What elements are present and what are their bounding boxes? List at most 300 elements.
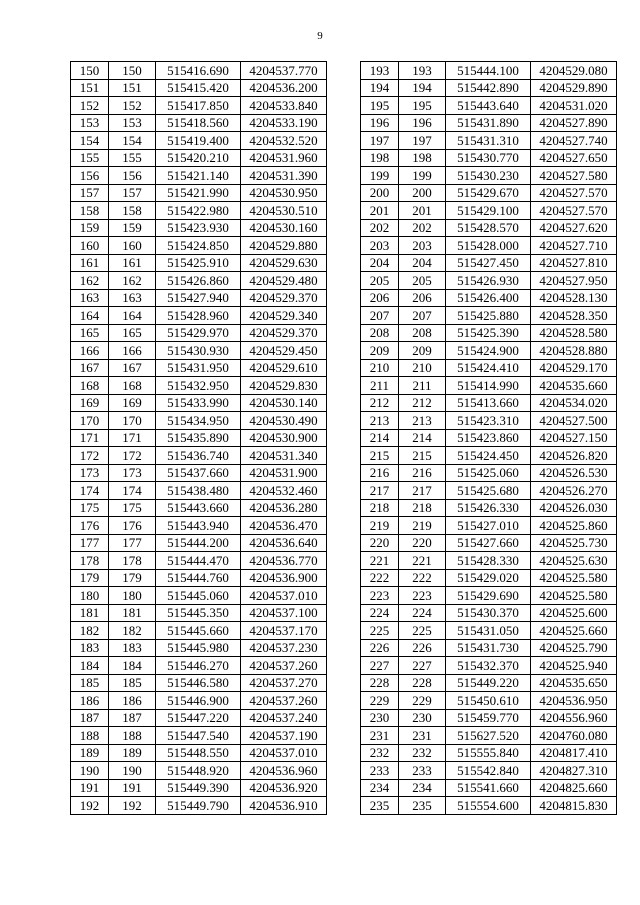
- point-number-cell: 233: [361, 762, 399, 780]
- point-id-cell: 167: [109, 359, 156, 377]
- point-number-cell: 202: [361, 219, 399, 237]
- table-row: [361, 639, 617, 657]
- point-id-cell: 194: [399, 79, 446, 97]
- table-row: [71, 674, 327, 692]
- point-id-cell: 153: [109, 114, 156, 132]
- point-id-cell: 158: [109, 202, 156, 220]
- coordinate-x-cell: 515448.920: [156, 762, 241, 780]
- coordinate-x-cell: 515418.560: [156, 114, 241, 132]
- table-row: [71, 692, 327, 710]
- point-id-cell: 233: [399, 762, 446, 780]
- coordinate-y-cell: 4204537.230: [241, 639, 327, 657]
- point-id-cell: 186: [109, 692, 156, 710]
- coordinate-x-cell: 515446.580: [156, 674, 241, 692]
- point-number-cell: 208: [361, 324, 399, 342]
- coordinate-x-cell: 515434.950: [156, 412, 241, 430]
- point-number-cell: 219: [361, 517, 399, 535]
- point-number-cell: 156: [71, 167, 109, 185]
- coordinate-x-cell: 515443.640: [446, 97, 531, 115]
- table-row: [361, 499, 617, 517]
- coordinate-x-cell: 515459.770: [446, 709, 531, 727]
- point-number-cell: 222: [361, 569, 399, 587]
- point-id-cell: 177: [109, 534, 156, 552]
- coordinate-x-cell: 515450.610: [446, 692, 531, 710]
- coordinate-y-cell: 4204531.390: [241, 167, 327, 185]
- table-row: [361, 307, 617, 325]
- point-number-cell: 217: [361, 482, 399, 500]
- coordinate-x-cell: 515430.770: [446, 149, 531, 167]
- coordinate-x-cell: 515429.100: [446, 202, 531, 220]
- coordinate-x-cell: 515425.060: [446, 464, 531, 482]
- point-number-cell: 216: [361, 464, 399, 482]
- table-row: [71, 604, 327, 622]
- coordinate-y-cell: 4204537.010: [241, 744, 327, 762]
- point-number-cell: 152: [71, 97, 109, 115]
- table-row: [71, 797, 327, 815]
- coordinate-x-cell: 515425.910: [156, 254, 241, 272]
- coordinate-x-cell: 515426.400: [446, 289, 531, 307]
- coordinate-y-cell: 4204529.610: [241, 359, 327, 377]
- point-number-cell: 221: [361, 552, 399, 570]
- coordinate-x-cell: 515445.350: [156, 604, 241, 622]
- point-number-cell: 215: [361, 447, 399, 465]
- table-row: [71, 79, 327, 97]
- point-number-cell: 191: [71, 779, 109, 797]
- table-row: [361, 482, 617, 500]
- coordinate-x-cell: 515425.390: [446, 324, 531, 342]
- coordinate-x-cell: 515442.890: [446, 79, 531, 97]
- point-id-cell: 204: [399, 254, 446, 272]
- coordinate-x-cell: 515431.050: [446, 622, 531, 640]
- point-id-cell: 200: [399, 184, 446, 202]
- point-id-cell: 229: [399, 692, 446, 710]
- coordinate-x-cell: 515427.940: [156, 289, 241, 307]
- point-id-cell: 155: [109, 149, 156, 167]
- coordinate-x-cell: 515445.060: [156, 587, 241, 605]
- table-row: [361, 622, 617, 640]
- coordinate-y-cell: 4204536.900: [241, 569, 327, 587]
- point-number-cell: 188: [71, 727, 109, 745]
- table-row: [361, 744, 617, 762]
- table-row: [361, 534, 617, 552]
- point-number-cell: 166: [71, 342, 109, 360]
- point-id-cell: 234: [399, 779, 446, 797]
- table-row: [71, 534, 327, 552]
- table-row: [71, 394, 327, 412]
- coordinate-y-cell: 4204536.920: [241, 779, 327, 797]
- point-id-cell: 165: [109, 324, 156, 342]
- point-id-cell: 221: [399, 552, 446, 570]
- point-id-cell: 214: [399, 429, 446, 447]
- coordinate-x-cell: 515431.950: [156, 359, 241, 377]
- point-number-cell: 223: [361, 587, 399, 605]
- coordinate-x-cell: 515429.690: [446, 587, 531, 605]
- coordinate-y-cell: 4204527.580: [531, 167, 617, 185]
- table-row: [71, 97, 327, 115]
- coordinate-y-cell: 4204527.500: [531, 412, 617, 430]
- point-id-cell: 185: [109, 674, 156, 692]
- coordinate-y-cell: 4204525.600: [531, 604, 617, 622]
- point-id-cell: 170: [109, 412, 156, 430]
- table-row: [361, 79, 617, 97]
- point-id-cell: 219: [399, 517, 446, 535]
- point-number-cell: 198: [361, 149, 399, 167]
- point-number-cell: 153: [71, 114, 109, 132]
- table-row: [71, 744, 327, 762]
- coordinate-y-cell: 4204530.900: [241, 429, 327, 447]
- coordinate-y-cell: 4204525.580: [531, 587, 617, 605]
- point-number-cell: 230: [361, 709, 399, 727]
- coordinate-x-cell: 515430.230: [446, 167, 531, 185]
- table-row: [361, 359, 617, 377]
- table-row: [71, 237, 327, 255]
- coordinate-x-cell: 515431.310: [446, 132, 531, 150]
- point-id-cell: 150: [109, 62, 156, 80]
- point-id-cell: 160: [109, 237, 156, 255]
- table-row: [71, 727, 327, 745]
- coordinate-y-cell: 4204527.890: [531, 114, 617, 132]
- point-number-cell: 190: [71, 762, 109, 780]
- coordinate-y-cell: 4204528.580: [531, 324, 617, 342]
- point-number-cell: 160: [71, 237, 109, 255]
- point-number-cell: 164: [71, 307, 109, 325]
- table-row: [361, 377, 617, 395]
- point-number-cell: 178: [71, 552, 109, 570]
- coordinate-y-cell: 4204529.370: [241, 324, 327, 342]
- coordinate-x-cell: 515444.760: [156, 569, 241, 587]
- table-row: [71, 587, 327, 605]
- point-number-cell: 171: [71, 429, 109, 447]
- coordinate-y-cell: 4204532.460: [241, 482, 327, 500]
- point-id-cell: 198: [399, 149, 446, 167]
- coordinate-x-cell: 515430.370: [446, 604, 531, 622]
- coordinate-x-cell: 515424.450: [446, 447, 531, 465]
- point-number-cell: 197: [361, 132, 399, 150]
- coordinate-y-cell: 4204537.240: [241, 709, 327, 727]
- coordinate-x-cell: 515420.210: [156, 149, 241, 167]
- coordinate-y-cell: 4204825.660: [531, 779, 617, 797]
- point-number-cell: 220: [361, 534, 399, 552]
- point-number-cell: 235: [361, 797, 399, 815]
- coordinate-y-cell: 4204529.340: [241, 307, 327, 325]
- point-number-cell: 183: [71, 639, 109, 657]
- coordinate-x-cell: 515428.000: [446, 237, 531, 255]
- point-id-cell: 199: [399, 167, 446, 185]
- table-row: [361, 797, 617, 815]
- point-id-cell: 224: [399, 604, 446, 622]
- point-id-cell: 206: [399, 289, 446, 307]
- point-id-cell: 213: [399, 412, 446, 430]
- coordinate-x-cell: 515542.840: [446, 762, 531, 780]
- coordinate-x-cell: 515431.730: [446, 639, 531, 657]
- coordinate-x-cell: 515433.990: [156, 394, 241, 412]
- point-number-cell: 180: [71, 587, 109, 605]
- coordinate-x-cell: 515555.840: [446, 744, 531, 762]
- coordinate-y-cell: 4204527.950: [531, 272, 617, 290]
- coordinate-y-cell: 4204529.890: [531, 79, 617, 97]
- point-number-cell: 231: [361, 727, 399, 745]
- coordinate-y-cell: 4204535.650: [531, 674, 617, 692]
- table-row: [71, 62, 327, 80]
- point-number-cell: 173: [71, 464, 109, 482]
- coordinate-y-cell: 4204535.660: [531, 377, 617, 395]
- point-number-cell: 234: [361, 779, 399, 797]
- point-id-cell: 157: [109, 184, 156, 202]
- table-row: [71, 447, 327, 465]
- coordinate-x-cell: 515417.850: [156, 97, 241, 115]
- coordinate-y-cell: 4204536.960: [241, 762, 327, 780]
- coordinate-x-cell: 515447.220: [156, 709, 241, 727]
- point-number-cell: 155: [71, 149, 109, 167]
- point-number-cell: 209: [361, 342, 399, 360]
- coordinate-y-cell: 4204536.640: [241, 534, 327, 552]
- point-number-cell: 162: [71, 272, 109, 290]
- table-row: [71, 552, 327, 570]
- point-number-cell: 229: [361, 692, 399, 710]
- point-id-cell: 203: [399, 237, 446, 255]
- table-row: [71, 429, 327, 447]
- table-row: [71, 464, 327, 482]
- coordinate-y-cell: 4204525.630: [531, 552, 617, 570]
- coordinate-y-cell: 4204815.830: [531, 797, 617, 815]
- coordinate-x-cell: 515426.330: [446, 499, 531, 517]
- coordinate-x-cell: 515424.410: [446, 359, 531, 377]
- coordinate-x-cell: 515432.370: [446, 657, 531, 675]
- coordinate-y-cell: 4204525.730: [531, 534, 617, 552]
- coordinate-y-cell: 4204537.260: [241, 657, 327, 675]
- point-number-cell: 167: [71, 359, 109, 377]
- coordinate-y-cell: 4204827.310: [531, 762, 617, 780]
- coordinate-x-cell: 515423.310: [446, 412, 531, 430]
- table-row: [71, 184, 327, 202]
- coordinate-x-cell: 515425.680: [446, 482, 531, 500]
- coordinate-x-cell: 515449.220: [446, 674, 531, 692]
- point-id-cell: 230: [399, 709, 446, 727]
- point-number-cell: 158: [71, 202, 109, 220]
- point-id-cell: 175: [109, 499, 156, 517]
- table-row: [361, 727, 617, 745]
- table-row: [361, 237, 617, 255]
- point-id-cell: 197: [399, 132, 446, 150]
- point-id-cell: 201: [399, 202, 446, 220]
- point-number-cell: 187: [71, 709, 109, 727]
- coordinate-y-cell: 4204537.260: [241, 692, 327, 710]
- point-number-cell: 205: [361, 272, 399, 290]
- table-row: [71, 114, 327, 132]
- table-row: [361, 289, 617, 307]
- coordinate-y-cell: 4204526.530: [531, 464, 617, 482]
- table-row: [361, 167, 617, 185]
- point-number-cell: 203: [361, 237, 399, 255]
- point-id-cell: 226: [399, 639, 446, 657]
- point-number-cell: 218: [361, 499, 399, 517]
- point-id-cell: 166: [109, 342, 156, 360]
- coordinate-x-cell: 515435.890: [156, 429, 241, 447]
- point-id-cell: 178: [109, 552, 156, 570]
- table-row: [71, 657, 327, 675]
- point-id-cell: 176: [109, 517, 156, 535]
- point-id-cell: 180: [109, 587, 156, 605]
- table-row: [361, 709, 617, 727]
- coordinate-x-cell: 515449.790: [156, 797, 241, 815]
- coordinate-x-cell: 515446.270: [156, 657, 241, 675]
- point-id-cell: 210: [399, 359, 446, 377]
- point-number-cell: 224: [361, 604, 399, 622]
- coordinate-x-cell: 515426.930: [446, 272, 531, 290]
- coordinate-x-cell: 515444.100: [446, 62, 531, 80]
- point-id-cell: 156: [109, 167, 156, 185]
- point-id-cell: 225: [399, 622, 446, 640]
- page-number: 9: [317, 30, 323, 42]
- coordinate-x-cell: 515430.930: [156, 342, 241, 360]
- table-row: [71, 272, 327, 290]
- point-id-cell: 231: [399, 727, 446, 745]
- table-row: [361, 429, 617, 447]
- table-row: [361, 324, 617, 342]
- table-row: [361, 62, 617, 80]
- coordinate-x-cell: 515444.200: [156, 534, 241, 552]
- coordinate-y-cell: 4204526.820: [531, 447, 617, 465]
- point-id-cell: 189: [109, 744, 156, 762]
- coordinate-y-cell: 4204528.350: [531, 307, 617, 325]
- point-number-cell: 210: [361, 359, 399, 377]
- table-row: [71, 324, 327, 342]
- coordinate-y-cell: 4204526.030: [531, 499, 617, 517]
- coordinate-x-cell: 515445.660: [156, 622, 241, 640]
- point-number-cell: 150: [71, 62, 109, 80]
- coordinate-y-cell: 4204530.490: [241, 412, 327, 430]
- table-row: [361, 464, 617, 482]
- coordinate-y-cell: 4204525.580: [531, 569, 617, 587]
- coordinate-x-cell: 515447.540: [156, 727, 241, 745]
- point-id-cell: 193: [399, 62, 446, 80]
- point-id-cell: 220: [399, 534, 446, 552]
- coordinate-y-cell: 4204529.080: [531, 62, 617, 80]
- coordinate-y-cell: 4204529.170: [531, 359, 617, 377]
- coordinate-x-cell: 515421.990: [156, 184, 241, 202]
- table-row: [361, 517, 617, 535]
- table-row: [361, 552, 617, 570]
- coordinate-x-cell: 515427.450: [446, 254, 531, 272]
- table-row: [71, 412, 327, 430]
- coordinate-x-cell: 515445.980: [156, 639, 241, 657]
- point-number-cell: 175: [71, 499, 109, 517]
- coordinate-y-cell: 4204531.020: [531, 97, 617, 115]
- coordinate-x-cell: 515421.140: [156, 167, 241, 185]
- coordinate-x-cell: 515541.660: [446, 779, 531, 797]
- table-row: [361, 149, 617, 167]
- coordinate-y-cell: 4204529.370: [241, 289, 327, 307]
- coordinate-x-cell: 515443.940: [156, 517, 241, 535]
- coordinate-x-cell: 515427.660: [446, 534, 531, 552]
- coordinate-x-cell: 515438.480: [156, 482, 241, 500]
- coordinate-x-cell: 515428.570: [446, 219, 531, 237]
- point-number-cell: 172: [71, 447, 109, 465]
- table-row: [71, 639, 327, 657]
- point-id-cell: 228: [399, 674, 446, 692]
- point-number-cell: 192: [71, 797, 109, 815]
- coordinate-y-cell: 4204529.830: [241, 377, 327, 395]
- point-number-cell: 182: [71, 622, 109, 640]
- table-row: [361, 604, 617, 622]
- table-row: [361, 132, 617, 150]
- table-row: [71, 762, 327, 780]
- coordinate-x-cell: 515423.930: [156, 219, 241, 237]
- coordinate-y-cell: 4204528.880: [531, 342, 617, 360]
- point-number-cell: 194: [361, 79, 399, 97]
- coordinate-y-cell: 4204526.270: [531, 482, 617, 500]
- point-number-cell: 204: [361, 254, 399, 272]
- coordinates-table-left: [70, 61, 327, 815]
- point-id-cell: 164: [109, 307, 156, 325]
- table-row: [71, 482, 327, 500]
- coordinate-y-cell: 4204527.650: [531, 149, 617, 167]
- coordinate-y-cell: 4204537.010: [241, 587, 327, 605]
- table-row: [361, 97, 617, 115]
- coordinate-y-cell: 4204536.280: [241, 499, 327, 517]
- coordinate-x-cell: 515627.520: [446, 727, 531, 745]
- point-id-cell: 218: [399, 499, 446, 517]
- table-row: [71, 342, 327, 360]
- point-number-cell: 163: [71, 289, 109, 307]
- point-id-cell: 173: [109, 464, 156, 482]
- coordinate-x-cell: 515431.890: [446, 114, 531, 132]
- coordinate-y-cell: 4204527.620: [531, 219, 617, 237]
- coordinate-x-cell: 515419.400: [156, 132, 241, 150]
- point-number-cell: 212: [361, 394, 399, 412]
- point-number-cell: 154: [71, 132, 109, 150]
- coordinate-y-cell: 4204817.410: [531, 744, 617, 762]
- table-row: [71, 622, 327, 640]
- table-row: [361, 412, 617, 430]
- point-number-cell: 214: [361, 429, 399, 447]
- point-id-cell: 169: [109, 394, 156, 412]
- point-id-cell: 208: [399, 324, 446, 342]
- coordinate-x-cell: 515449.390: [156, 779, 241, 797]
- coordinate-x-cell: 515444.470: [156, 552, 241, 570]
- table-row: [71, 779, 327, 797]
- point-id-cell: 215: [399, 447, 446, 465]
- point-number-cell: 226: [361, 639, 399, 657]
- coordinate-y-cell: 4204529.630: [241, 254, 327, 272]
- table-row: [71, 132, 327, 150]
- coordinate-x-cell: 515443.660: [156, 499, 241, 517]
- table-row: [361, 202, 617, 220]
- point-number-cell: 157: [71, 184, 109, 202]
- table-row: [361, 342, 617, 360]
- table-row: [71, 307, 327, 325]
- point-number-cell: 213: [361, 412, 399, 430]
- table-row: [71, 202, 327, 220]
- coordinate-y-cell: 4204537.270: [241, 674, 327, 692]
- coordinate-y-cell: 4204528.130: [531, 289, 617, 307]
- table-row: [361, 762, 617, 780]
- point-id-cell: 205: [399, 272, 446, 290]
- point-number-cell: 161: [71, 254, 109, 272]
- table-row: [71, 149, 327, 167]
- coordinate-x-cell: 515413.660: [446, 394, 531, 412]
- coordinate-y-cell: 4204531.900: [241, 464, 327, 482]
- point-number-cell: 170: [71, 412, 109, 430]
- table-row: [71, 359, 327, 377]
- point-number-cell: 196: [361, 114, 399, 132]
- coordinate-x-cell: 515428.960: [156, 307, 241, 325]
- coordinate-y-cell: 4204527.740: [531, 132, 617, 150]
- table-row: [361, 219, 617, 237]
- point-id-cell: 188: [109, 727, 156, 745]
- coordinate-y-cell: 4204530.140: [241, 394, 327, 412]
- coordinate-x-cell: 515427.010: [446, 517, 531, 535]
